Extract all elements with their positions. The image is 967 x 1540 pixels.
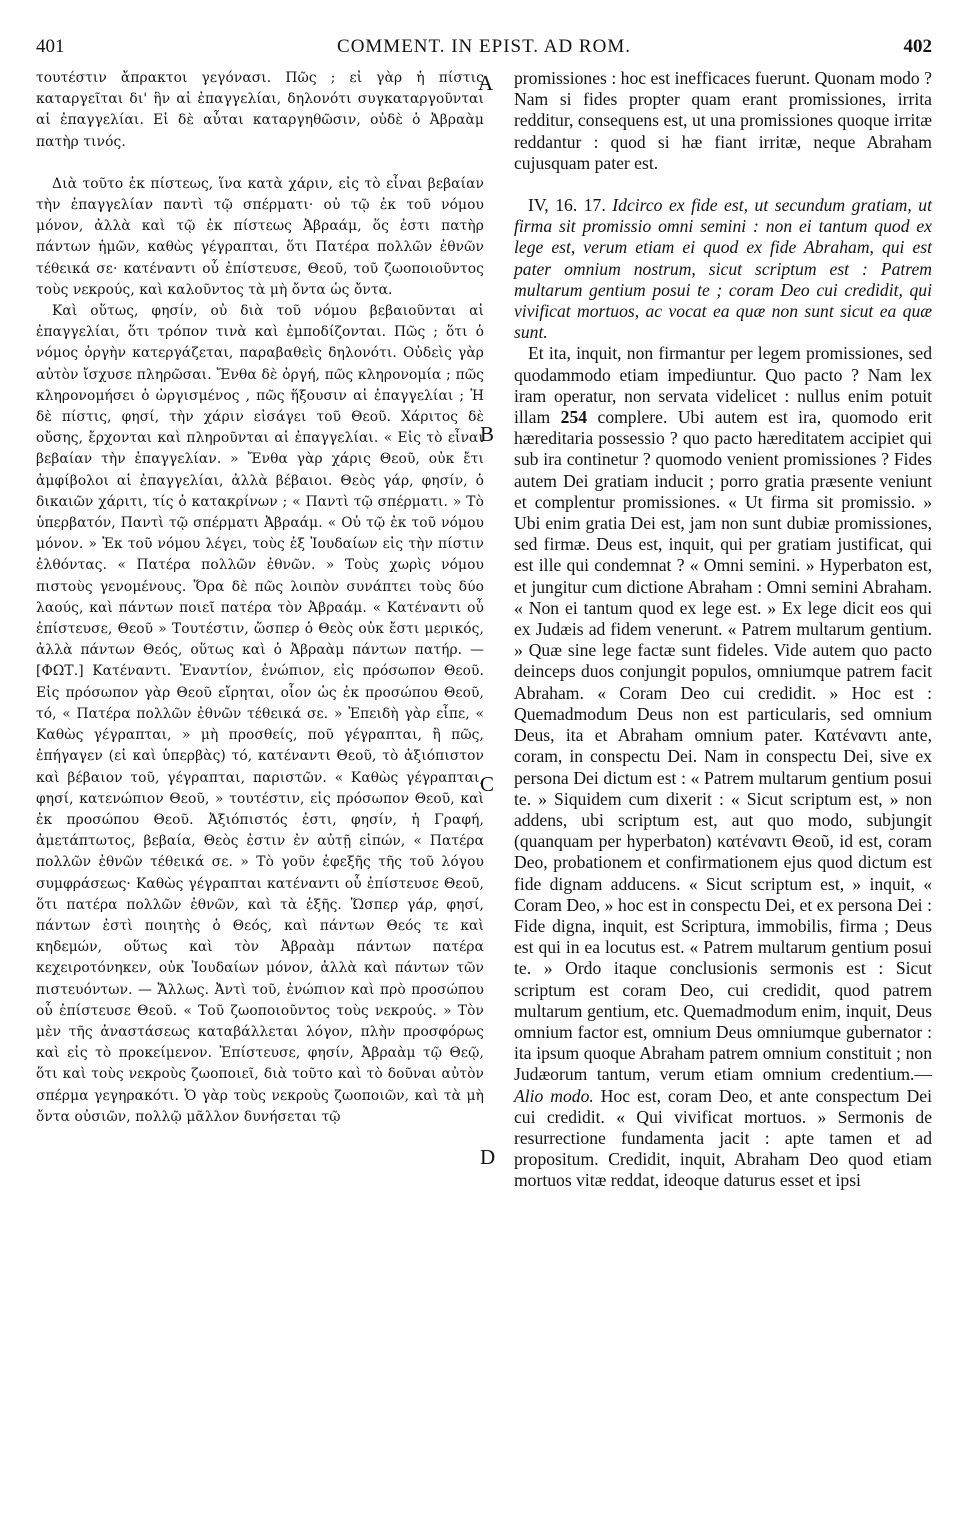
margin-letter-a: A: [478, 71, 494, 95]
greek-column: [36, 68, 484, 1128]
greek-paragraph: Καὶ οὕτως, φησίν, οὐ διὰ τοῦ νόμου βεβαιοῦνται αἱ ἐπαγγελίαι, ὅτι τρόπον τινὰ καὶ ἐμποδίζονται. Πῶς ; ὅτι ὁ νόμος ὀργὴν κατεργάζεται, παραβαθεὶς δηλονότι. Οὐδεὶς γὰρ αὐτὸν ἴσχυσε πληρῶσαι. Ἔνθα δὲ ὀργή, πῶς κληρονομία ; πῶς κληρονομήσει ὁ ὠργισμένος , πῶς ἥξουσιν αἱ ἐπαγγελίαι ; Ἡ δὲ πίστις, φησί, τὴν χάριν εἰσάγει τοῦ Θεοῦ. Χάριτος δὲ οὔσης, ἔρχονται καὶ πληροῦνται αἱ ἐπαγγελίαι. « Εἰς τὸ εἶναι βεβαίαν τὴν ἐπαγγελίαν. » Ἔνθα γὰρ χάρις Θεοῦ, οὐκ ἔτι ἀμφίβολοι αἱ ἐπαγγελίαι, ἀλλὰ βέβαιοι. Θεὸς γάρ, φησίν, ὁ δικαιῶν χάριτι, τίς ὁ κατακρίνων ; « Παντὶ τῷ σπέρματι. » Τὸ ὑπερβατόν, Παντὶ τῷ σπέρματι Ἀβραάμ. « Οὐ τῷ ἐκ τοῦ νόμου μόνον. » Ἐκ τοῦ νόμου λέγει, τοὺς ἐξ Ἰουδαίων εἰς τὴν πίστιν ἐλθόντας. « Πατέρα πολλῶν ἐθνῶν. » Τοὺς χωρὶς νόμου πιστοὺς γενομένους. Ὅρα δὲ πῶς λοιπὸν συνάπτει τοὺς δύο λαούς, καὶ πάντων ποιεῖ πατέρα τὸν Ἀβραάμ. « Κατέναντι οὗ ἐπίστευσε, Θεοῦ » Τουτέστιν, ὥσπερ ὁ Θεὸς οὐκ ἔστι μερικός, ἀλλὰ πάντων Θεός, οὕτως καὶ ὁ Ἀβραὰμ πάντων πατήρ. — [ΦΩΤ.] Κατέναντι. Ἐναντίον, ἐνώπιον, εἰς πρόσωπον Θεοῦ. Εἰς πρόσωπον γὰρ Θεοῦ εἴρηται, οἷον ὡς ἐκ προσώπου Θεοῦ, τό, « Πατέρα πολλῶν ἐθνῶν τέθεικά σε. » Ἐπειδὴ γὰρ εἶπε, « Καθὼς γέγραπται, » μὴ προσθείς, ποῦ γέγραπται, ἢ πῶς, ἐπήγαγεν (εἰ καὶ ὑπερβὰς) τό, κατέναντι Θεοῦ, τὸ ἀξιόπιστον καὶ βέβαιον τοῦ, γέγραπται, παριστῶν. « Καθὼς γέγραπται, φησί, κατενώπιον Θεοῦ, » τουτέστιν, εἰς πρόσωπον Θεοῦ, καὶ ἐκ προσώπου Θεοῦ. Ἀξιόπιστός ἐστι, φησίν, ἡ Γραφή, ἀμετάπτωτος, βεβαία, Θεὸς ἐστιν ἐν αὐτῇ εἰπών, « Πατέρα πολλῶν ἐθνῶν τέθεικά σε. » Τὸ γοῦν ἐφεξῆς τῆς τοῦ λόγου συμφράσεως· Καθὼς γέγραπται κατέναντι οὗ ἐπίστευσε Θεοῦ, ὅτι πατέρα πολλῶν ἐθνῶν, καὶ τὰ ἑξῆς. Ὥσπερ γάρ, φησί, πάντων ἐστὶ ποιητὴς ὁ Θεός, καὶ πάντων Θεός τε καὶ κηδεμών, οὕτως καὶ τὸν Ἀβραὰμ πάντων πατέρα κεχειροτόνηκεν, οὐκ Ἰουδαίων μόνον, ἀλλὰ καὶ πάντων τῶν πιστευόντων. — Ἄλλως. Ἀντὶ τοῦ, ἐνώπιον καὶ πρὸ προσώπου οὗ ἐπίστευσε Θεοῦ. « Τοῦ ζωοποιοῦντος τοὺς νεκρούς. » Τὸν μὲν τῆς ἀναστάσεως καταβάλλεται λόγον, πλὴν προσφόρως καὶ εἰς τὸ προκείμενον. Ἐπίστευσε, φησίν, Ἀβραὰμ τῷ Θεῷ, ὅτι καὶ τοὺς νεκροὺς ζωοποιεῖ, διὰ τοῦτο καὶ τὸ δοῦναι αὐτὸν σπέρμα γεγηρακότι. Ὁ γὰρ τοὺς νεκροὺς ζωοποιῶν, καὶ τὰ μὴ ὄντα οὐσιῶν, πολλῷ μᾶλλον δυνήσεται τῷ: [36, 303, 484, 1125]
latin-paragraph: [514, 343, 932, 1191]
latin-text: complere. Ubi autem est ira, quomodo erit hæreditaria possessio ? quo pacto hæreditatem accipiet qui sub ira continetur ? quomodo venient promissiones ? Fides autem Dei gratiam inducit ; porro gratia præsente veniunt et complentur promissiones. « Ut firma sit promissio. » Ubi enim gratia Dei est, jam non sunt dubiæ promissiones, sed firmæ. Deus est, inquit, qui per gratiam justificat, qui est ille qui condemnat ? « Omni semini. » Hyperbaton est, et jungitur cum dictione Abraham : Omni semini Abraham. « Non ei tantum quod ex lege est. » Ex lege dicit eos qui ex Judæis ad fidem venerunt. « Patrem multarum gentium. » Quæ sine lege factæ sunt fideles. Vide autem quo pacto deinceps duos conjungit populos, omniumque patrem facit Abraham. « Coram Deo cui credidit. » Hoc est : Quemadmodum Deus non est particularis, sed omnium Deus, ita et Abraham omnium pater. Κατέναντι ante, coram, in conspectu Dei. Nam in conspectu Dei, sive ex persona Dei dictum est : « Patrem multarum gentium posui te. » Siquidem cum dixerit : « Sicut scriptum est, » non addens, ubi scriptum est, aut quo modo, subjungit (quanquam per hyperbaton) κατέναντι Θεοῦ, id est, coram Deo, probationem et confirmationem ejus quod dictum est fide dignam adducens. « Sicut scriptum est, » inquit, « Coram Deo, » hoc est in conspectu Dei, et ex persona Dei : Fide digna, inquit, est Scriptura, immobilis, firma ; Deus est qui in ea locutus est. « Patrem multarum gentium posui te. » Ordo itaque conclusionis sermonis est : Sicut scriptum est coram Deo, cui credidit, quod patrem multarum gentium, etc. Quemadmodum enim, inquit, Deus omnium factor est, omnium Deus omniumque gubernator : ita ipsum quoque Abraham patrem omnium constituit ; non Judæorum tantum, verum etiam omnium credentium.—: [514, 407, 932, 1085]
latin-text: Et ita, inquit, non firmantur per legem promissiones, sed quodammodo etiam impediuntur. Quo pacto ? Nam lex iram operatur, non servata videlicet : nullus enim potuit illam: [514, 343, 932, 428]
latin-text: Hoc est, coram Deo, et ante conspectum Dei cui credidit. « Qui vivificat mortuos. » Sermonis de resurrectione fundamenta jacit : apte tamen et ad propositum. Credidit, inquit, Abraham Deo quod etiam mortuos vitæ reddat, ideoque daturus esset et ipsi: [514, 1085, 932, 1191]
margin-letter-d: D: [480, 1145, 496, 1169]
margin-letter-b: B: [480, 422, 495, 446]
greek-paragraph: Διὰ τοῦτο ἐκ πίστεως, ἵνα κατὰ χάριν, εἰς τὸ εἶναι βεβαίαν τὴν ἐπαγγελίαν παντὶ τῷ σπέρματι· οὐ τῷ ἐκ τοῦ νόμου μόνον, ἀλλὰ καὶ τῷ ἐκ πίστεως Ἀβραάμ, ὅς ἐστι πατὴρ πάντων ἡμῶν, καθὼς γέγραπται, ὅτι Πατέρα πολλῶν ἐθνῶν τέθεικά σε· κατέναντι οὗ ἐπίστευσε, Θεοῦ, τοῦ ζωοποιοῦντος τοὺς νεκρούς, καὶ καλοῦντος τὰ μὴ ὄντα ὡς ὄντα.: [36, 175, 484, 298]
verse-text: Idcirco ex fide est, ut secundum gratiam, ut firma sit promissio omni semini : non ei tantum quod ex lege est, verum etiam ei quod ex fide Abraham, qui est pater omnium nostrum, sicut scriptum est : Patrem multarum gentium posui te ; coram Deo cui credidit, qui vivificat mortuos, ac vocat ea quæ non sunt sicut ea quæ sunt.: [514, 195, 932, 343]
page-number-left: 401: [36, 36, 65, 57]
latin-verse-paragraph: [514, 195, 932, 343]
greek-paragraph: τουτέστιν ἄπρακτοι γεγόνασι. Πῶς ; εἰ γὰρ ἡ πίστις καταργεῖται δι' ἣν αἱ ἐπαγγελίαι, δηλονότι συγκαταργοῦνται αἱ ἐπαγγελίαι. Εἰ δὲ αὗται καταργηθῶσιν, οὐδὲ ὁ Ἀβραὰμ πατὴρ τινός.: [36, 70, 484, 150]
latin-paragraph: promissiones : hoc est inefficaces fuerunt. Quonam modo ? Nam si fides propter quam erant promissiones, irrita redditur, consequens est, ut una promissiones quoque irritæ reddantur : quod si hæ fiant irritæ, neque Abraham cujusquam pater est.: [514, 68, 932, 173]
verse-reference: IV, 16. 17.: [528, 195, 606, 216]
alio-modo-label: Alio modo.: [514, 1085, 594, 1106]
page-number-right: 402: [903, 36, 932, 57]
latin-column: [514, 68, 932, 1192]
running-title: COMMENT. IN EPIST. AD ROM.: [337, 36, 631, 57]
running-header: [36, 36, 932, 60]
folio-number: 254: [560, 407, 588, 428]
margin-letter-c: C: [480, 772, 495, 796]
